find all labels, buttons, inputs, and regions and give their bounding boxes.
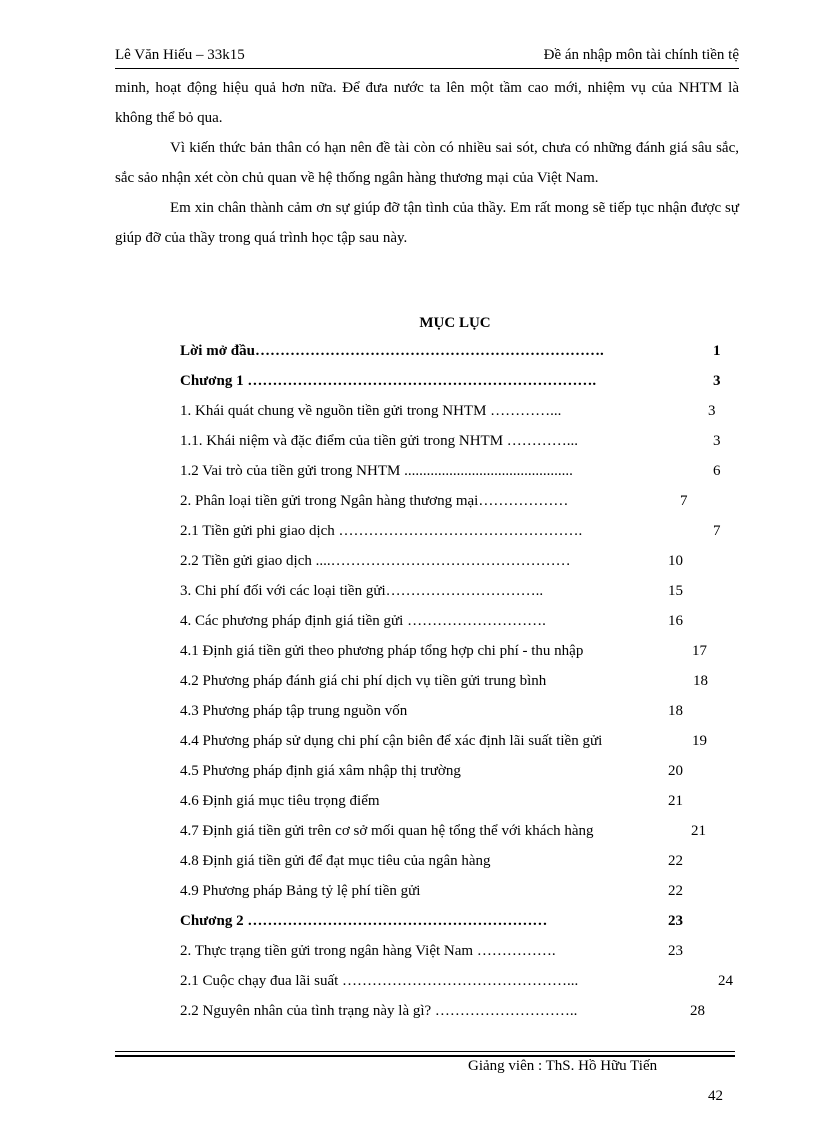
- toc-entry-label: 4.6 Định giá mục tiêu trọng điểm: [180, 793, 380, 809]
- toc-entry-label: Chương 1 …………………………………………………………….: [180, 373, 597, 389]
- toc-entry-label: 2. Thực trạng tiền gửi trong ngân hàng Việt Nam …………….: [180, 943, 556, 959]
- toc-entry-page: 23: [668, 943, 683, 959]
- toc-entry-label: 4.5 Phương pháp định giá xâm nhập thị trường: [180, 763, 461, 779]
- toc-entry-label: Chương 2 ……………………………………………………: [180, 913, 548, 929]
- toc-entry-page: 22: [668, 883, 683, 899]
- toc-entry-label: 3. Chi phí đối với các loại tiền gửi…………………………..: [180, 583, 544, 599]
- toc-entry-page: 7: [680, 493, 688, 509]
- toc-entry-label: 2. Phân loại tiền gửi trong Ngân hàng thương mại………………: [180, 493, 569, 509]
- toc-entry-label: 2.1 Tiền gửi phi giao dịch ………………………………………….: [180, 523, 583, 539]
- toc-title: MỤC LỤC: [419, 315, 491, 331]
- toc-entry-label: 4.8 Định giá tiền gửi để đạt mục tiêu của ngân hàng: [180, 853, 491, 869]
- toc-entry-label: Lời mở đầu…………………………………………………………….: [180, 343, 604, 359]
- toc-entry-label: 4.2 Phương pháp đánh giá chi phí dịch vụ tiền gửi trung bình: [180, 673, 547, 689]
- toc-entry-page: 21: [668, 793, 683, 809]
- toc-entry-page: 21: [691, 823, 706, 839]
- page-number: 42: [708, 1088, 723, 1104]
- toc-entry-page: 15: [668, 583, 683, 599]
- toc-entry-label: 4.9 Phương pháp Bảng tỷ lệ phí tiền gửi: [180, 883, 421, 899]
- toc-entry-page: 3: [713, 373, 721, 389]
- toc-entry-page: 1: [713, 343, 721, 359]
- paragraph-2: Vì kiến thức bản thân có hạn nên đề tài còn có nhiều sai sót, chưa có những đánh giá sâu sắc, sắc sảo nhận xét còn chủ quan về hệ thống ngân hàng thương mại của Việt Nam.: [115, 140, 739, 186]
- toc-entry-label: 4.7 Định giá tiền gửi trên cơ sở mối quan hệ tổng thể với khách hàng: [180, 823, 594, 839]
- toc-entry-page: 10: [668, 553, 683, 569]
- toc-entry-page: 6: [713, 463, 721, 479]
- toc-entry-page: 28: [690, 1003, 705, 1019]
- body-text: [115, 73, 739, 253]
- toc-entry-label: 4.4 Phương pháp sử dụng chi phí cận biên để xác định lãi suất tiền gửi: [180, 733, 603, 749]
- header-divider: [115, 68, 739, 69]
- paragraph-3: Em xin chân thành cảm ơn sự giúp đỡ tận tình của thầy. Em rất mong sẽ tiếp tục nhận được sự giúp đỡ của thầy trong quá trình học tập sau này.: [115, 200, 739, 246]
- toc-entry-page: 24: [718, 973, 733, 989]
- page-header: [115, 44, 739, 66]
- toc-entry-page: 23: [668, 913, 683, 929]
- footer-divider-thin: [115, 1051, 735, 1052]
- toc-entry-page: 17: [692, 643, 707, 659]
- paragraph-1: minh, hoạt động hiệu quả hơn nữa. Để đưa nước ta lên một tầm cao mới, nhiệm vụ của NHTM là không thể bỏ qua.: [115, 80, 739, 126]
- header-author: Lê Văn Hiếu – 33k15: [115, 47, 245, 63]
- toc-entry-label: 4.3 Phương pháp tập trung nguồn vốn: [180, 703, 408, 719]
- toc-entry-label: 2.2 Tiền gửi giao dịch ....…………………………………………: [180, 553, 571, 569]
- toc-entry-page: 18: [668, 703, 683, 719]
- footer-lecturer: Giảng viên : ThS. Hồ Hữu Tiến: [468, 1058, 658, 1074]
- toc-entry-label: 4. Các phương pháp định giá tiền gửi ……………………….: [180, 613, 546, 629]
- toc-entry-page: 18: [693, 673, 708, 689]
- toc-entry-page: 3: [708, 403, 716, 419]
- toc-entry-label: 2.2 Nguyên nhân của tình trạng này là gì? ………………………..: [180, 1003, 578, 1019]
- toc-entry-label: 1.2 Vai trò của tiền gửi trong NHTM .............................................: [180, 463, 573, 479]
- toc-entry-page: 19: [692, 733, 707, 749]
- toc-entry-label: 1.1. Khái niệm và đặc điểm của tiền gửi trong NHTM …………...: [180, 433, 579, 449]
- toc-entry-label: 2.1 Cuộc chạy đua lãi suất ………………………………………...: [180, 973, 579, 989]
- footer-divider-thick: [115, 1055, 735, 1057]
- toc-entry-label: 1. Khái quát chung về nguồn tiền gửi trong NHTM …………...: [180, 403, 562, 419]
- toc-entry-page: 3: [713, 433, 721, 449]
- toc-entry-label: 4.1 Định giá tiền gửi theo phương pháp tổng hợp chi phí - thu nhập: [180, 643, 584, 659]
- toc-entry-page: 20: [668, 763, 683, 779]
- toc-entry-page: 16: [668, 613, 683, 629]
- toc-entry-page: 7: [713, 523, 721, 539]
- toc-entry-page: 22: [668, 853, 683, 869]
- header-title: Đề án nhập môn tài chính tiền tệ: [543, 47, 739, 63]
